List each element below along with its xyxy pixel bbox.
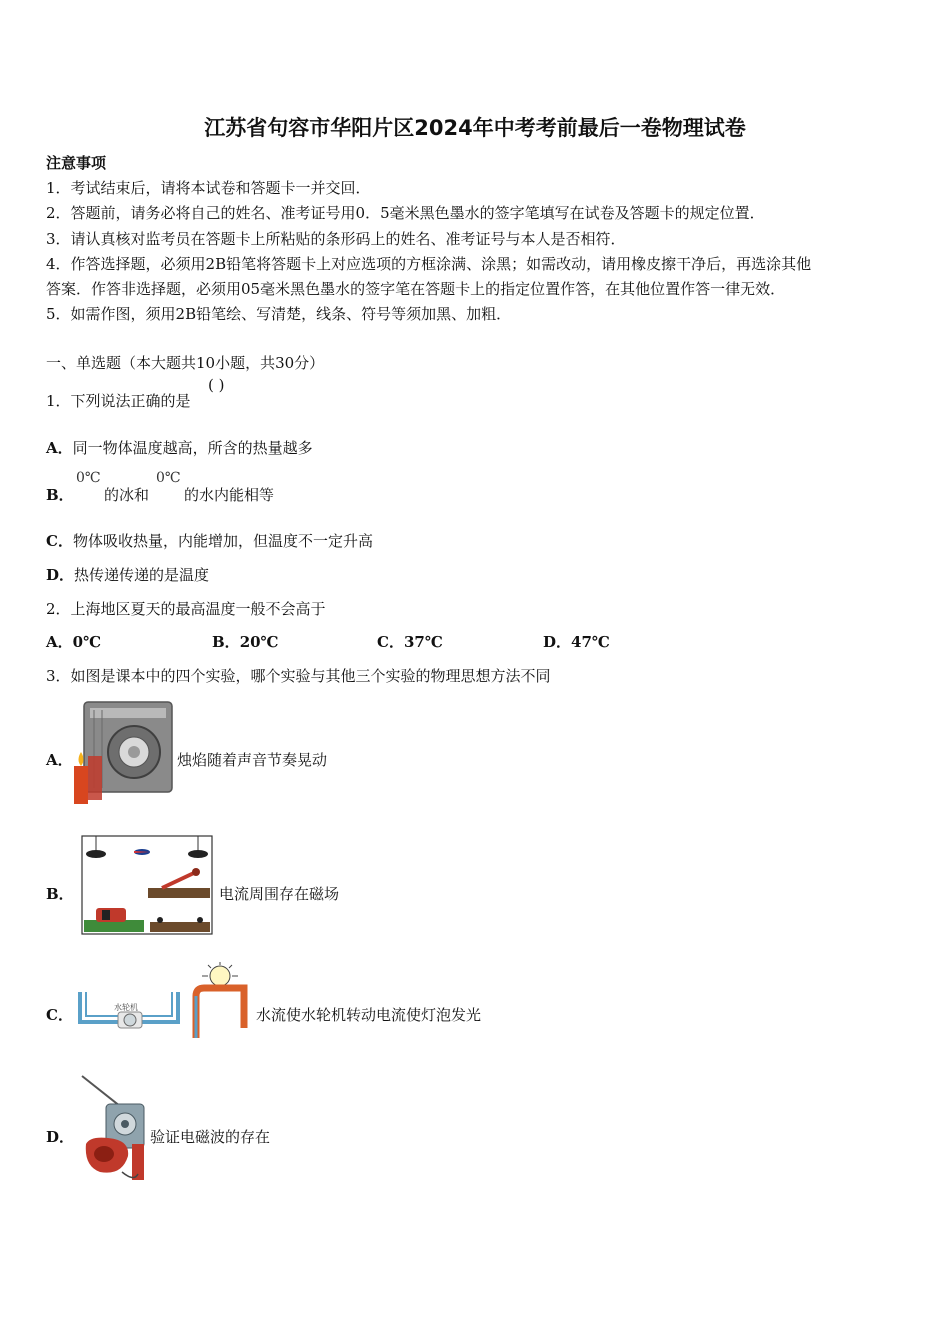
option-text: 47℃ xyxy=(571,633,610,651)
option-label: C． xyxy=(377,633,404,651)
radio-battery-figure xyxy=(78,1074,150,1186)
option-text: 热传递传递的是温度 xyxy=(74,566,210,584)
q3-option-c-label: C． xyxy=(46,1006,73,1024)
q3-option-b-text: 电流周围存在磁场 xyxy=(219,885,340,903)
q3-option-d-label: D． xyxy=(46,1128,75,1146)
q2-option-c xyxy=(377,631,443,652)
option-text: 37℃ xyxy=(403,633,443,651)
page-title: 江苏省句容市华阳片区2024年中考考前最后一卷物理试卷 xyxy=(204,116,746,140)
option-label: A． xyxy=(46,633,73,651)
q3-option-c-text: 水流使水轮机转动电流使灯泡发光 xyxy=(256,1006,482,1024)
notice-item: 1．考试结束后，请将本试卷和答题卡一并交回． xyxy=(46,179,371,197)
q3-option-d-text: 验证电磁波的存在 xyxy=(150,1128,271,1146)
q2-option-a xyxy=(46,631,101,652)
option-text: 同一物体温度越高，所含的热量越多 xyxy=(72,439,313,457)
water-wheel-figure xyxy=(74,962,254,1040)
question-1-answer-paren: ( ) xyxy=(208,376,225,394)
option-text: 物体吸收热量，内能增加，但温度不一定升高 xyxy=(72,532,373,550)
q1-option-b-text-2: 的水内能相等 xyxy=(184,486,275,504)
option-text: 0℃ xyxy=(72,633,102,651)
notice-item: 5．如需作图，须用2B铅笔绘、写清楚，线条、符号等须加黑、加粗． xyxy=(46,305,512,323)
question-2-stem: 2．上海地区夏天的最高温度一般不会高于 xyxy=(46,600,326,618)
section-heading: 一、单选题（本大题共10小题，共30分） xyxy=(46,354,325,372)
q3-option-a-text: 烛焰随着声音节奏晃动 xyxy=(177,751,328,769)
q3-option-b-label: B． xyxy=(46,885,74,903)
option-label: C． xyxy=(46,532,73,550)
question-3-stem: 3．如图是课本中的四个实验，哪个实验与其他三个实验的物理思想方法不同 xyxy=(46,667,551,685)
option-label: D． xyxy=(46,566,75,584)
q1-option-c xyxy=(46,530,373,551)
notice-item: 4．作答选择题，必须用2B铅笔将答题卡上对应选项的方框涂满、涂黑；如需改动，请用橡皮擦干净后，再选涂其他 xyxy=(46,255,812,273)
q1-option-a xyxy=(46,437,313,458)
q1-option-b-temp-1: 0℃ xyxy=(76,470,101,486)
q1-option-b-label: B． xyxy=(46,486,74,504)
notice-item: 答案．作答非选择题，必须用05毫米黑色墨水的签字笔在答题卡上的指定位置作答，在其他位置作答一律无效． xyxy=(46,280,786,298)
option-text: 20℃ xyxy=(239,633,279,651)
notice-heading: 注意事项 xyxy=(46,154,107,172)
q2-option-b xyxy=(212,631,279,652)
option-label: D． xyxy=(543,633,572,651)
option-label: A． xyxy=(46,439,73,457)
q1-option-b-temp-2: 0℃ xyxy=(156,470,181,486)
speaker-candle-figure xyxy=(72,696,176,806)
notice-item: 3．请认真核对监考员在答题卡上所粘贴的条形码上的姓名、准考证号与本人是否相符． xyxy=(46,230,626,248)
oersted-experiment-figure xyxy=(78,832,218,938)
option-label: B． xyxy=(212,633,240,651)
q1-option-b-text-1: 的冰和 xyxy=(104,486,150,504)
water-wheel-caption: 水轮机 xyxy=(114,1003,138,1012)
q2-option-d xyxy=(543,631,610,652)
q1-option-d xyxy=(46,564,209,585)
q3-option-a-label: A． xyxy=(46,751,73,769)
question-1-stem: 1．下列说法正确的是 xyxy=(46,392,191,410)
notice-item: 2．答题前，请务必将自己的姓名、准考证号用0．5毫米黑色墨水的签字笔填写在试卷及答题卡的规定位置． xyxy=(46,204,765,222)
